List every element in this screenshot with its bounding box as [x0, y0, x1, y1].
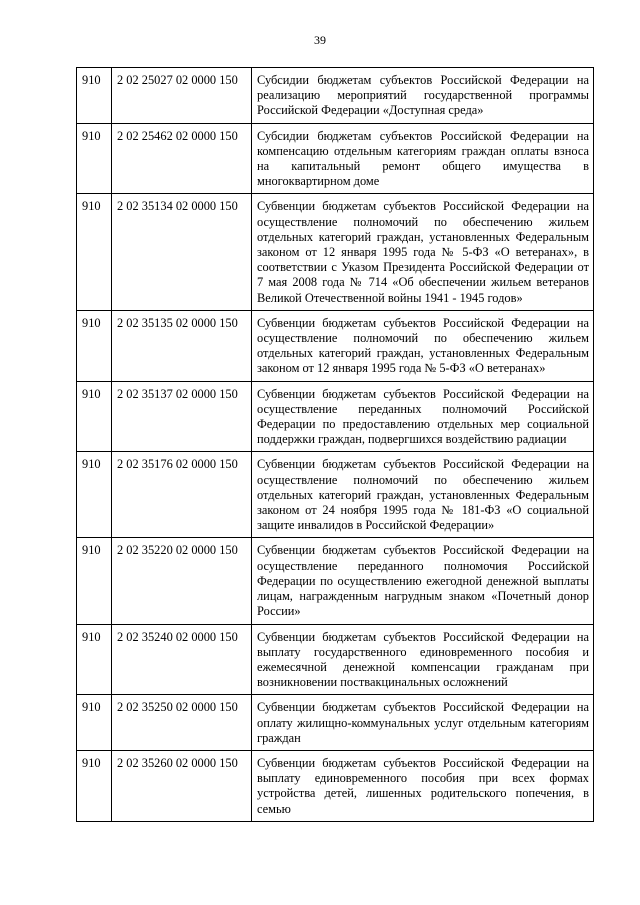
budget-classification-table — [76, 67, 594, 822]
table-row — [77, 68, 594, 124]
income-name-cell: Субвенции бюджетам субъектов Российской Федерации на выплату единовременного пособия при всех формах устройства детей, лишенных родительского попечения, в семью — [252, 750, 594, 821]
income-code-cell: 2 02 25027 02 0000 150 — [112, 68, 252, 124]
income-name-cell: Субвенции бюджетам субъектов Российской Федерации на осуществление переданных полномочий Российской Федерации по предоставлению отдельных мер социальной поддержки граждан, подвергшихся воздействию радиации — [252, 381, 594, 452]
income-code-cell: 2 02 35135 02 0000 150 — [112, 310, 252, 381]
table-row — [77, 538, 594, 624]
administrator-code-cell: 910 — [77, 310, 112, 381]
income-name-cell: Субвенции бюджетам субъектов Российской Федерации на осуществление переданного полномочия Российской Федерации по осуществлению ежегодной денежной выплаты лицам, награжденным нагрудным знаком «Почетный донор России» — [252, 538, 594, 624]
income-code-cell: 2 02 25462 02 0000 150 — [112, 123, 252, 194]
administrator-code-cell: 910 — [77, 381, 112, 452]
administrator-code-cell: 910 — [77, 624, 112, 695]
income-name-cell: Субсидии бюджетам субъектов Российской Федерации на реализацию мероприятий государственной программы Российской Федерации «Доступная среда» — [252, 68, 594, 124]
administrator-code-cell: 910 — [77, 538, 112, 624]
administrator-code-cell: 910 — [77, 452, 112, 538]
table-row — [77, 123, 594, 194]
administrator-code-cell: 910 — [77, 750, 112, 821]
table-row — [77, 750, 594, 821]
income-code-cell: 2 02 35240 02 0000 150 — [112, 624, 252, 695]
table-row — [77, 381, 594, 452]
income-code-cell: 2 02 35260 02 0000 150 — [112, 750, 252, 821]
income-code-cell: 2 02 35220 02 0000 150 — [112, 538, 252, 624]
income-name-cell: Субвенции бюджетам субъектов Российской Федерации на выплату государственного единовременного пособия и ежемесячной денежной компенсации гражданам при возникновении поствакцинальных осложнений — [252, 624, 594, 695]
administrator-code-cell: 910 — [77, 194, 112, 310]
administrator-code-cell: 910 — [77, 695, 112, 751]
income-name-cell: Субсидии бюджетам субъектов Российской Федерации на компенсацию отдельным категориям граждан оплаты взноса на капитальный ремонт общего имущества в многоквартирном доме — [252, 123, 594, 194]
administrator-code-cell: 910 — [77, 68, 112, 124]
income-name-cell: Субвенции бюджетам субъектов Российской Федерации на осуществление полномочий по обеспечению жильем отдельных категорий граждан, установленных Федеральным законом от 24 ноября 1995 года № 181-ФЗ «О социальной защите инвалидов в Российской Федерации» — [252, 452, 594, 538]
table-row — [77, 452, 594, 538]
administrator-code-cell: 910 — [77, 123, 112, 194]
table-row — [77, 194, 594, 310]
table-row — [77, 310, 594, 381]
table-row — [77, 624, 594, 695]
table-row — [77, 695, 594, 751]
income-name-cell: Субвенции бюджетам субъектов Российской Федерации на оплату жилищно-коммунальных услуг отдельным категориям граждан — [252, 695, 594, 751]
income-code-cell: 2 02 35134 02 0000 150 — [112, 194, 252, 310]
income-name-cell: Субвенции бюджетам субъектов Российской Федерации на осуществление полномочий по обеспечению жильем отдельных категорий граждан, установленных Федеральным законом от 12 января 1995 года № 5-ФЗ «О ветеранах» — [252, 310, 594, 381]
page-number: 39 — [314, 33, 326, 47]
income-name-cell: Субвенции бюджетам субъектов Российской Федерации на осуществление полномочий по обеспечению жильем отдельных категорий граждан, установленных Федеральным законом от 12 января 1995 года № 5-ФЗ «О ветеранах», в соответствии с Указом Президента Российской Федерации от 7 мая 2008 года № 714 «Об обеспечении жильем ветеранов Великой Отечественной войны 1941 - 1945 годов» — [252, 194, 594, 310]
income-code-cell: 2 02 35176 02 0000 150 — [112, 452, 252, 538]
income-code-cell: 2 02 35250 02 0000 150 — [112, 695, 252, 751]
income-code-cell: 2 02 35137 02 0000 150 — [112, 381, 252, 452]
